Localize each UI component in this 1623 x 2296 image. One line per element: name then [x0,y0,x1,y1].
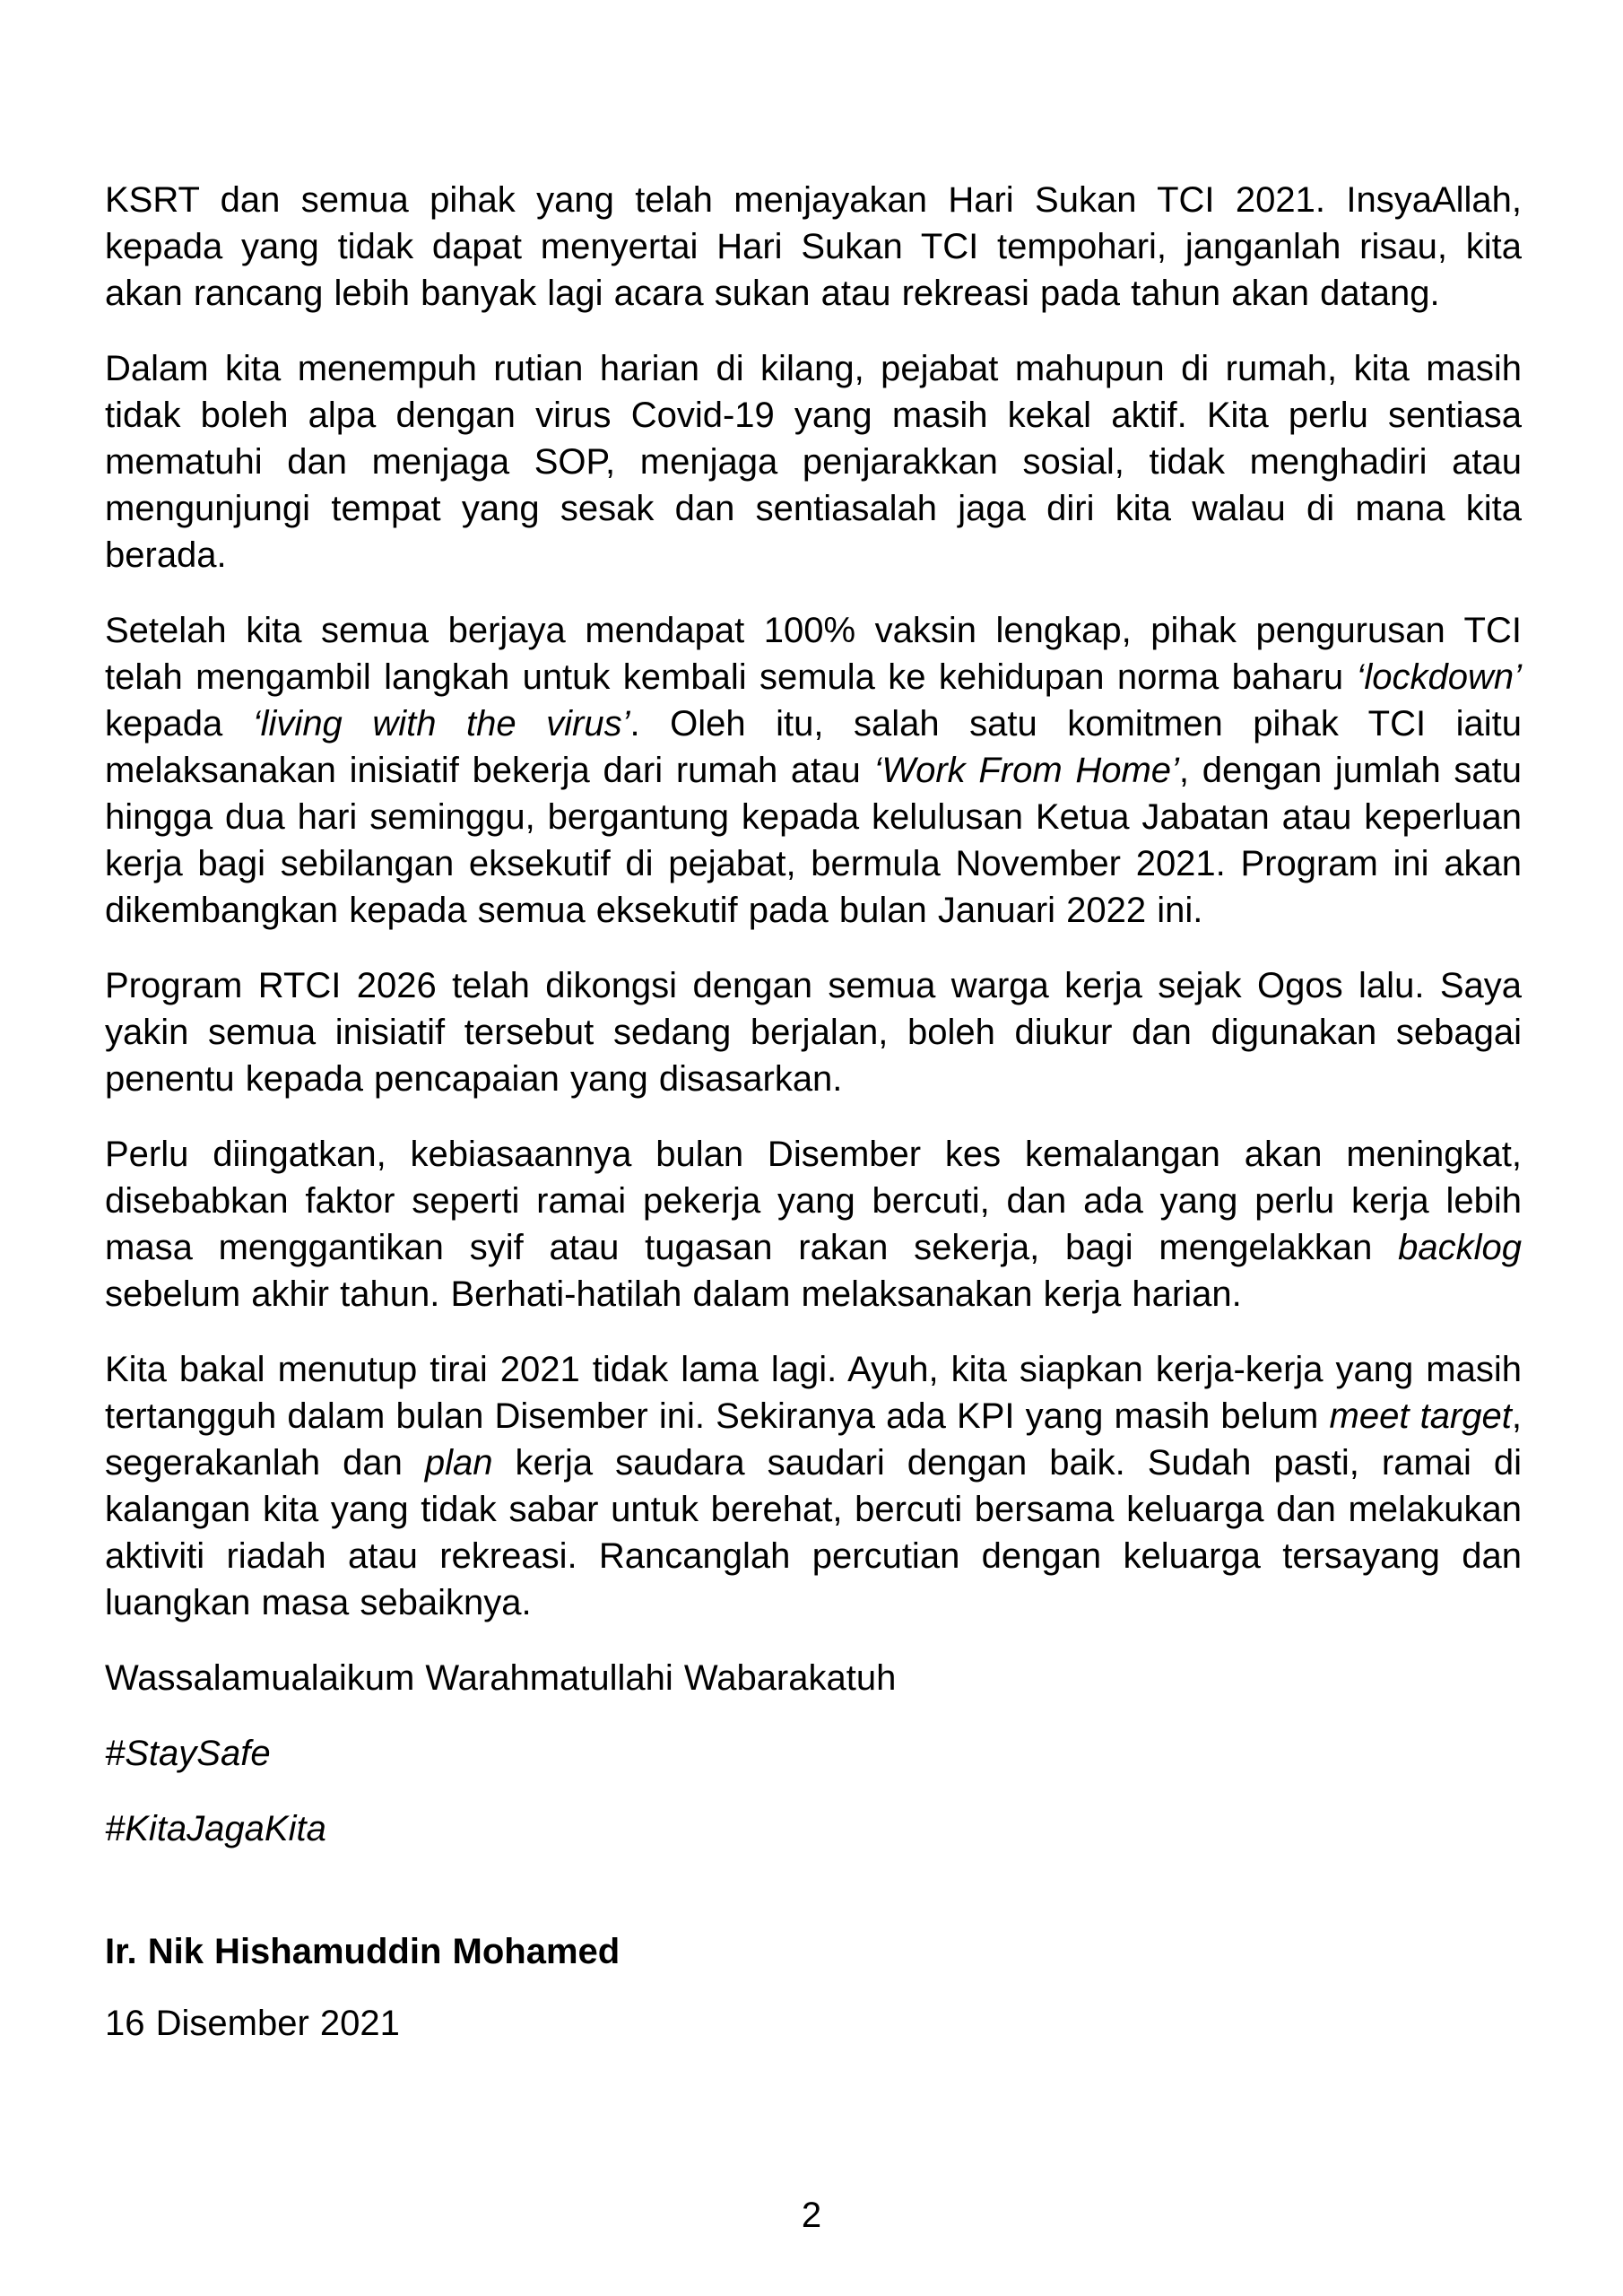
hashtag-kitajagakita [105,1805,1522,1852]
text-run: Program RTCI 2026 telah dikongsi dengan semua warga kerja sejak Ogos lalu. Saya yakin semua inisiatif tersebut sedang berjalan, boleh diukur dan digunakan sebagai penentu kepada pencapaian yang disasarkan. [105,966,1522,1099]
text-run-italic: ‘living with the virus’ [252,704,630,744]
text-run: kepada [105,704,253,744]
text-run-italic: plan [424,1443,493,1483]
paragraph-rtci-2026 [105,962,1522,1102]
text-run: sebelum akhir tahun. Berhati-hatilah dalam melaksanakan kerja harian. [105,1274,1242,1314]
paragraph-covid-sop [105,345,1522,578]
text-run: kerja saudara saudari dengan baik. Sudah pasti, ramai di kalangan kita yang tidak sabar untuk berehat, bercuti bersama keluarga dan melakukan aktiviti riadah atau rekreasi. Rancanglah percutian dengan keluarga tersayang dan luangkan masa sebaiknya. [105,1443,1523,1622]
hashtag-staysafe [105,1730,1522,1777]
text-run: Setelah kita semua berjaya mendapat 100% vaksin lengkap, pihak pengurusan TCI telah mengambil langkah untuk kembali semula ke kehidupan norma baharu [105,611,1522,697]
signature-date [105,2000,1522,2047]
text-run-italic: #StaySafe [105,1734,271,1773]
text-run-italic: ‘Work From Home’ [873,751,1179,790]
page-number: 2 [801,2196,822,2235]
text-run-italic: backlog [1398,1228,1522,1267]
text-run-italic: ‘lockdown’ [1356,657,1522,697]
paragraph-hari-sukan [105,177,1522,317]
text-run: KSRT dan semua pihak yang telah menjayakan Hari Sukan TCI 2021. InsyaAllah, kepada yang tidak dapat menyertai Hari Sukan TCI tempohari, janganlah risau, kita akan rancang lebih banyak lagi acara sukan atau rekreasi pada tahun akan datang. [105,180,1522,313]
closing-salutation [105,1655,1522,1701]
text-run-italic: #KitaJagaKita [105,1809,326,1848]
text-run: Perlu diingatkan, kebiasaannya bulan Disember kes kemalangan akan meningkat, disebabkan faktor seperti ramai pekerja yang bercuti, dan ada yang perlu kerja lebih masa menggantikan syif atau tugasan rakan sekerja, bagi mengelakkan [105,1135,1522,1267]
signature-name [105,1928,1522,1975]
text-run: 16 Disember 2021 [105,2004,400,2043]
paragraph-work-from-home [105,607,1522,934]
paragraph-year-end [105,1346,1522,1626]
text-run-italic: meet target [1329,1396,1512,1436]
text-run: Kita bakal menutup tirai 2021 tidak lama lagi. Ayuh, kita siapkan kerja-kerja yang masih tertangguh dalam bulan Disember ini. Sekiranya ada KPI yang masih belum [105,1350,1522,1436]
paragraph-disember-safety [105,1131,1522,1318]
text-run: , dengan jumlah satu hingga dua hari seminggu, bergantung kepada kelulusan Ketua Jabatan atau keperluan kerja bagi sebilangan eksekutif di pejabat, bermula November 2021. Program ini akan dikembangkan kepada semua eksekutif pada bulan Januari 2022 ini. [105,751,1523,930]
text-run: . Oleh itu, salah satu komitmen pihak TCI iaitu melaksanakan inisiatif bekerja dari rumah atau [105,704,1522,790]
text-run: , segerakanlah dan [105,1396,1522,1483]
text-run: Dalam kita menempuh rutian harian di kilang, pejabat mahupun di rumah, kita masih tidak boleh alpa dengan virus Covid-19 yang masih kekal aktif. Kita perlu sentiasa mematuhi dan menjaga SOP, menjaga penjarakkan sosial, tidak menghadiri atau mengunjungi tempat yang sesak dan sentiasalah jaga diri kita walau di mana kita berada. [105,349,1522,575]
text-run: Wassalamualaikum Warahmatullahi Wabarakatuh [105,1658,897,1698]
text-run-bold: Ir. Nik Hishamuddin Mohamed [105,1932,621,1971]
